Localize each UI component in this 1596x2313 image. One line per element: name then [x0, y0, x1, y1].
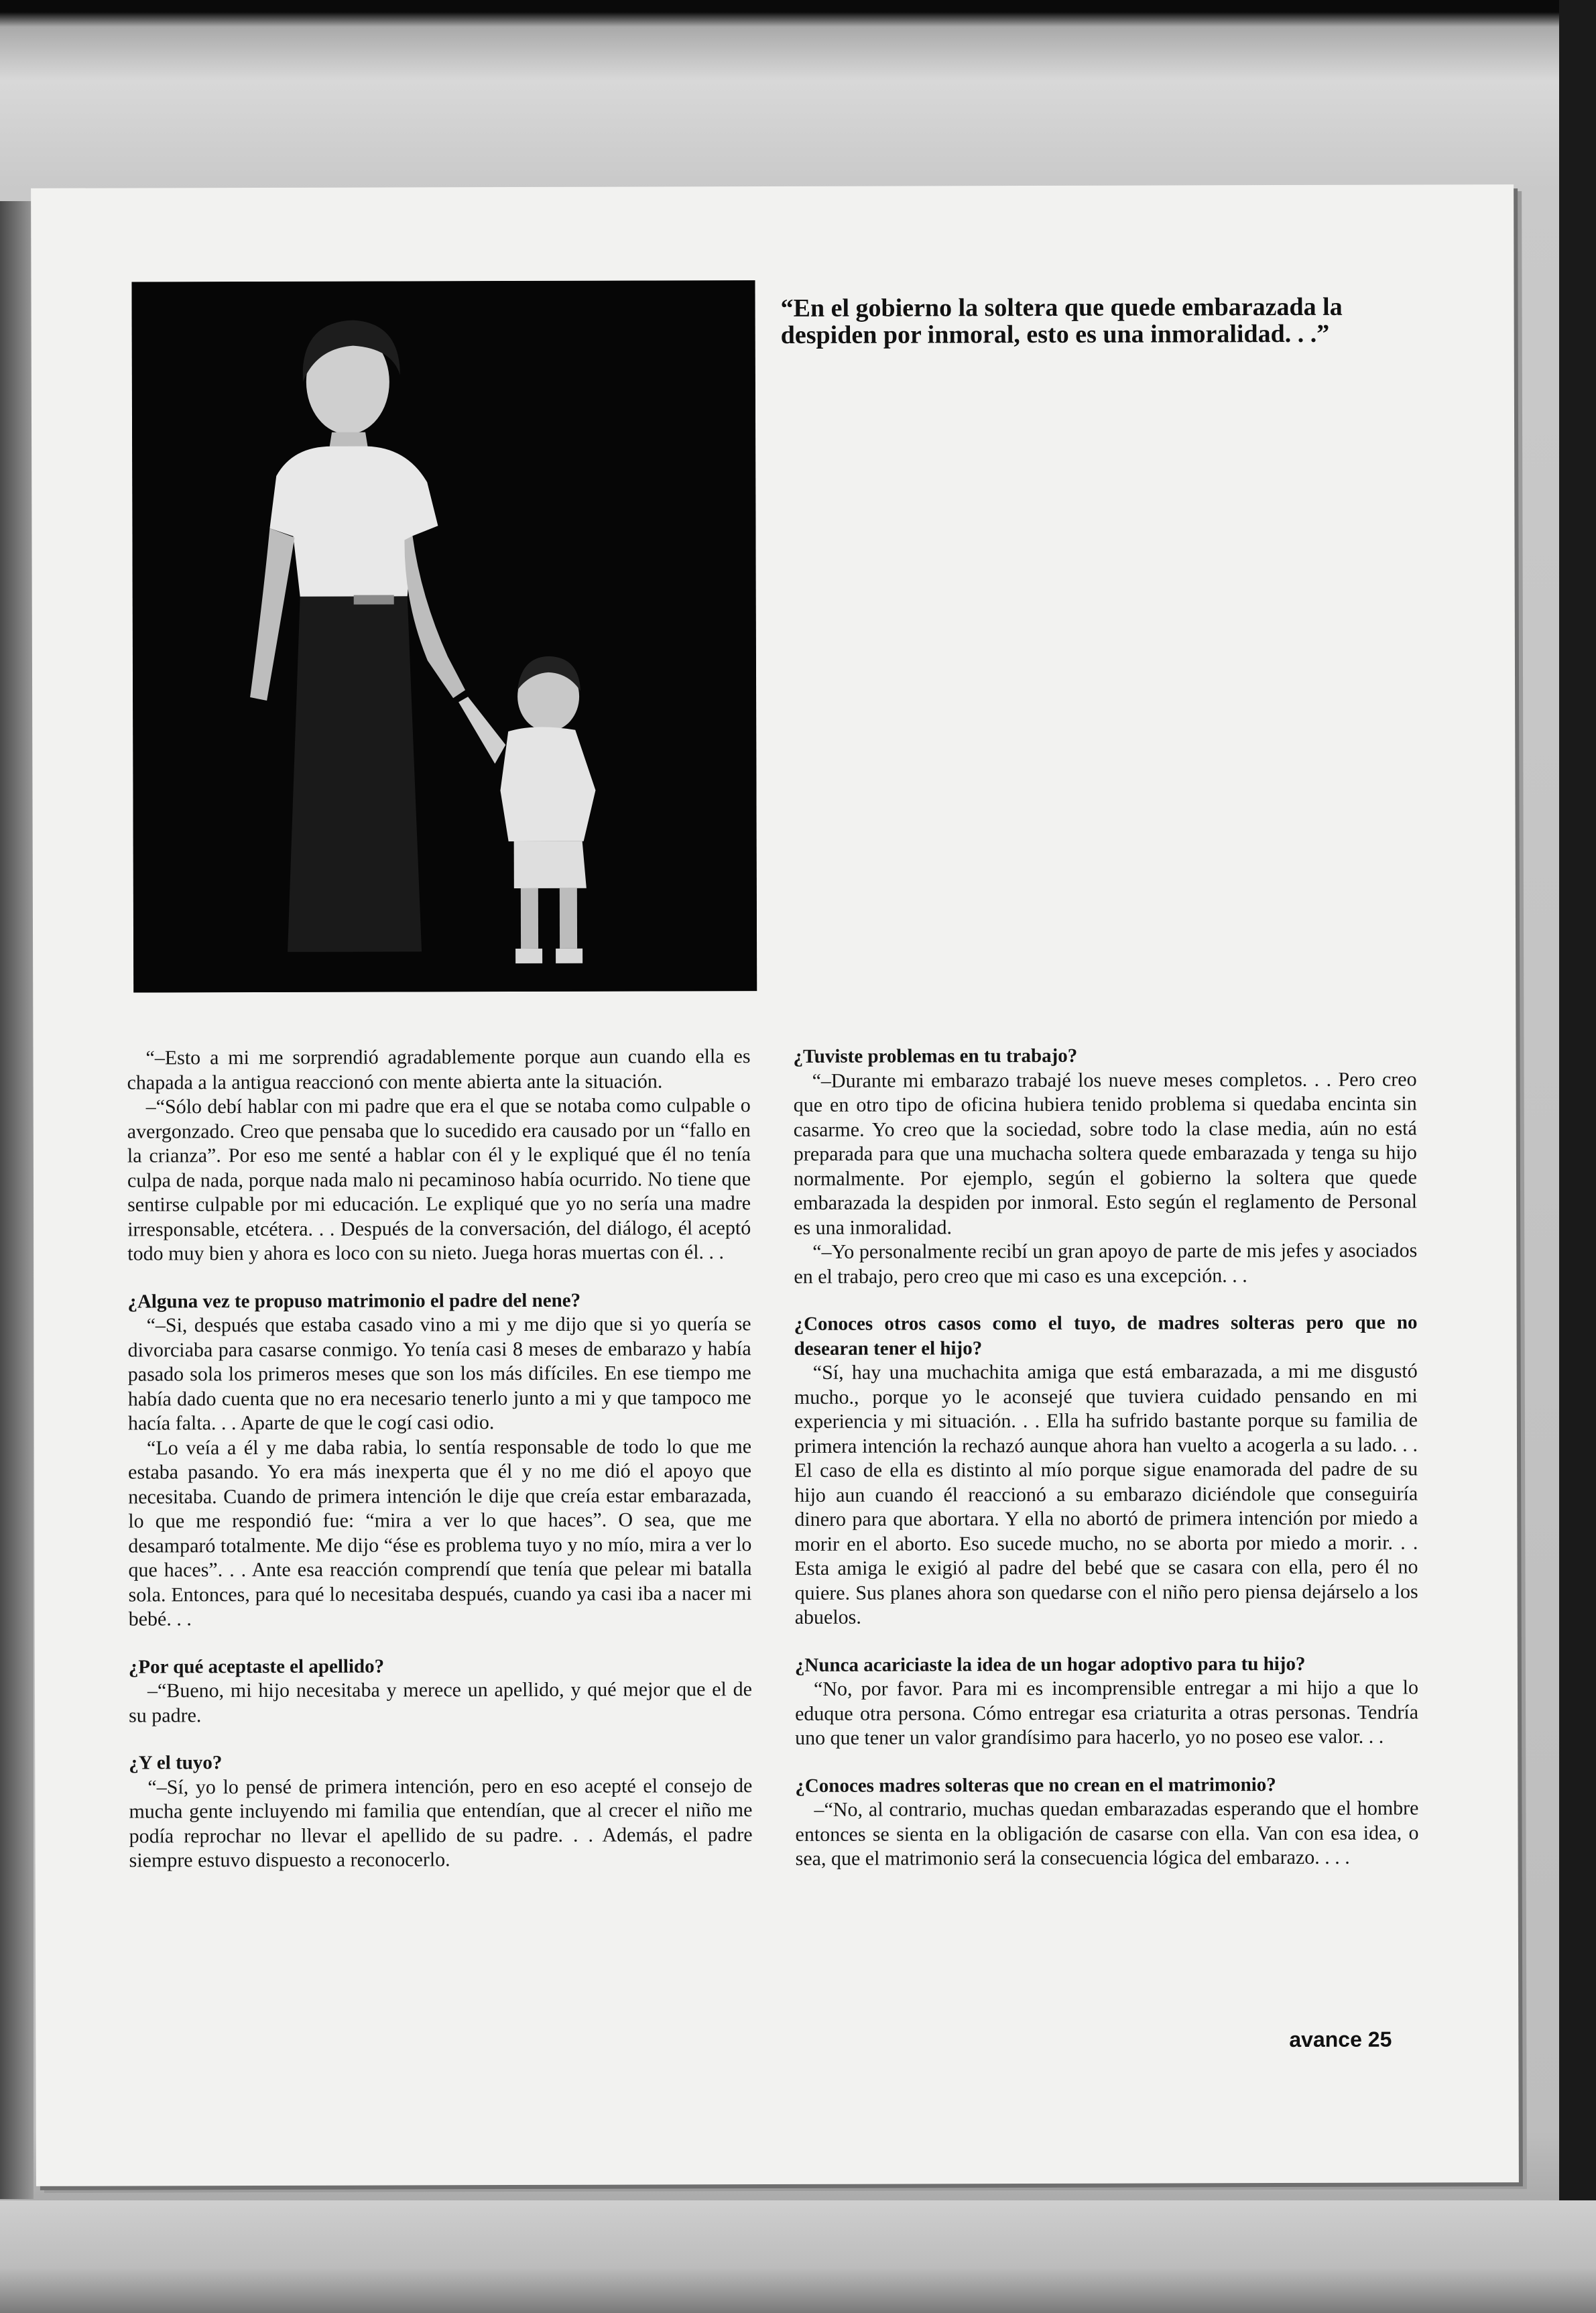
interview-question: ¿Alguna vez te propuso matrimonio el padre del nene?: [127, 1289, 581, 1313]
paragraph-gap: [129, 1726, 752, 1751]
interview-answer-paragraph: “Sí, hay una muchachita amiga que está embarazada, a mi me disgustó mucho., porque yo le aconsejé que tuviera cuidado pensando en mi experiencia y mi situación. . . Ella ha sufrido bastante porque su familia de primera intención la rechazó aunque ahora han vuelto a acogerla a su lado. . . El caso de ella es distinto al mío porque sigue enamorada del padre de su hijo aun cuando él reaccionó a su embarazo diciéndole que conseguiría dinero para que abortara. Y ella no abortó de primera intención por miedo a morir en el aborto. Eso sucede mucho, no se aborta por miedo a morir. . . Esta amiga le exigió al padre del bebé que se casara con ella, pero él no quiere. Sus planes ahora son quedarse con el niño pero piensa dejárselo a los abuelos.: [794, 1360, 1418, 1628]
interview-answer-paragraph: “No, por favor. Para mi es incomprensible entregar a mi hijo a que lo eduque otra persona. Cómo entregar esa criaturita a otras personas. Tendría uno que tener un valor grandísimo para hacerlo, yo no poseo ese valor. . .: [795, 1676, 1419, 1749]
interview-question: ¿Conoces otros casos como el tuyo, de madres solteras pero que no desearan tener el hijo?: [794, 1311, 1418, 1360]
interview-question: ¿Nunca acariciaste la idea de un hogar adoptivo para tu hijo?: [794, 1653, 1306, 1676]
photo-illustration: [131, 280, 757, 992]
interview-answer-paragraph: “–Sí, yo lo pensé de primera intención, pero en eso acepté el consejo de mucha gente incluyendo mi familia que entendían, que al crecer el niño me podía reprochar no llevar el apellido de su padre. . . Además, el padre siempre estuvo dispuesto a reconocerlo.: [129, 1774, 753, 1872]
paragraph-gap: [127, 1265, 751, 1289]
interview-question: ¿Tuviste problemas en tu trabajo?: [793, 1045, 1078, 1067]
interview-answer-paragraph: “–Esto a mi me sorprendió agradablemente porque aun cuando ella es chapada a la antigua reaccionó con mente abierta ante la situación.: [127, 1045, 751, 1094]
interview-answer-paragraph: “–Durante mi embarazo trabajé los nueve meses completos. . . Pero creo que en otro tipo de oficina hubiera tenido problema si quedaba encinta sin casarme. Yo creo que la sociedad, sobre todo la clase media, aún no está preparada para que una muchacha soltera quede embarazada y tenga su hijo normalmente. Por ejemplo, según el gobierno la soltera que quede embarazada la despiden por inmoral. Esto según el reglamento de Personal es una inmoralidad.: [793, 1067, 1418, 1239]
right-dark-edge: [1559, 0, 1596, 2313]
interview-question: ¿Conoces madres solteras que no crean en el matrimonio?: [795, 1773, 1276, 1797]
interview-answer-paragraph: –“Bueno, mi hijo necesitaba y merece un apellido, y qué mejor que el de su padre.: [129, 1678, 753, 1727]
interview-answer-paragraph: “–Yo personalmente recibí un gran apoyo de parte de mis jefes y asociados en el trabajo, pero creo que mi caso es una excepción. . .: [794, 1239, 1418, 1288]
paragraph-gap: [795, 1749, 1418, 1773]
page-footer: avance 25: [1289, 2027, 1392, 2052]
interview-answer-paragraph: –“No, al contrario, muchas quedan embarazadas esperando que el hombre entonces se sienta en la obligación de casarse con ella. Van con esa idea, o sea, que el matrimonio será la consecuencia lógica del embarazo. . . .: [795, 1797, 1419, 1870]
magazine-page: [31, 184, 1519, 2186]
interview-answer-paragraph: –“Sólo debí hablar con mi padre que era el que se notaba como culpable o avergonzado. Creo que pensaba que lo sucedido era causado por un “fallo en la crianza”. Por eso me senté a hablar con él y le expliqué que él no tenía culpa de nada, porque nada malo ni pecaminoso había ocurrido. No tiene que sentirse culpable por mi educación. Le expliqué que yo no sería una madre irresponsable, etcétera. . . Después de la conversación, del diálogo, él aceptó todo muy bien y ahora es loco con su nieto. Juega horas muertas con él. . .: [127, 1094, 751, 1265]
right-article-column: [793, 1043, 1418, 1871]
child-shorts: [514, 841, 587, 888]
pull-quote: “En el gobierno la soltera que quede embarazada la despiden por inmoral, esto es una inmoralidad. . .”: [780, 292, 1343, 349]
binding-edge: [0, 201, 34, 2199]
paragraph-gap: [794, 1287, 1417, 1311]
bottom-scan-band: [0, 2200, 1596, 2313]
interview-answer-paragraph: “Lo veía a él y me daba rabia, lo sentía responsable de todo lo que me estaba pasando. Yo era más inexperta que él y no me dió el apoyo que necesitaba. Cuando de primera intención le dije que creía estar embarazada, lo que me respondió fue: “mira a ver lo que haces”. O sea, que me desamparó totalmente. Me dijo “ése es problema tuyo y no mío, mira a ver lo que haces”. . . Ante esa reacción comprendí que tenía que pelear mi batalla sola. Entonces, para qué lo necesitaba después, cuando ya casi iba a nacer mi bebé. . .: [128, 1435, 752, 1630]
interview-answer-paragraph: “–Si, después que estaba casado vino a mi y me dijo que si yo quería se divorciaba para casarse conmigo. Yo tenía casi 8 meses de embarazo y había pasado sola los primeros meses que son los más difíciles. En ese tiempo me había dado cuenta que no era necesario tenerlo junto a mi y que tampoco me hacía falta. . . Aparte de que le cogí casi odio.: [127, 1313, 751, 1435]
woman-skirt: [287, 596, 422, 952]
photo-mother-and-child: [131, 280, 757, 992]
left-article-column: [127, 1045, 752, 1873]
paragraph-gap: [795, 1628, 1418, 1653]
interview-question: ¿Por qué aceptaste el apellido?: [128, 1655, 385, 1678]
interview-question: ¿Y el tuyo?: [129, 1752, 223, 1774]
paragraph-gap: [129, 1630, 752, 1655]
